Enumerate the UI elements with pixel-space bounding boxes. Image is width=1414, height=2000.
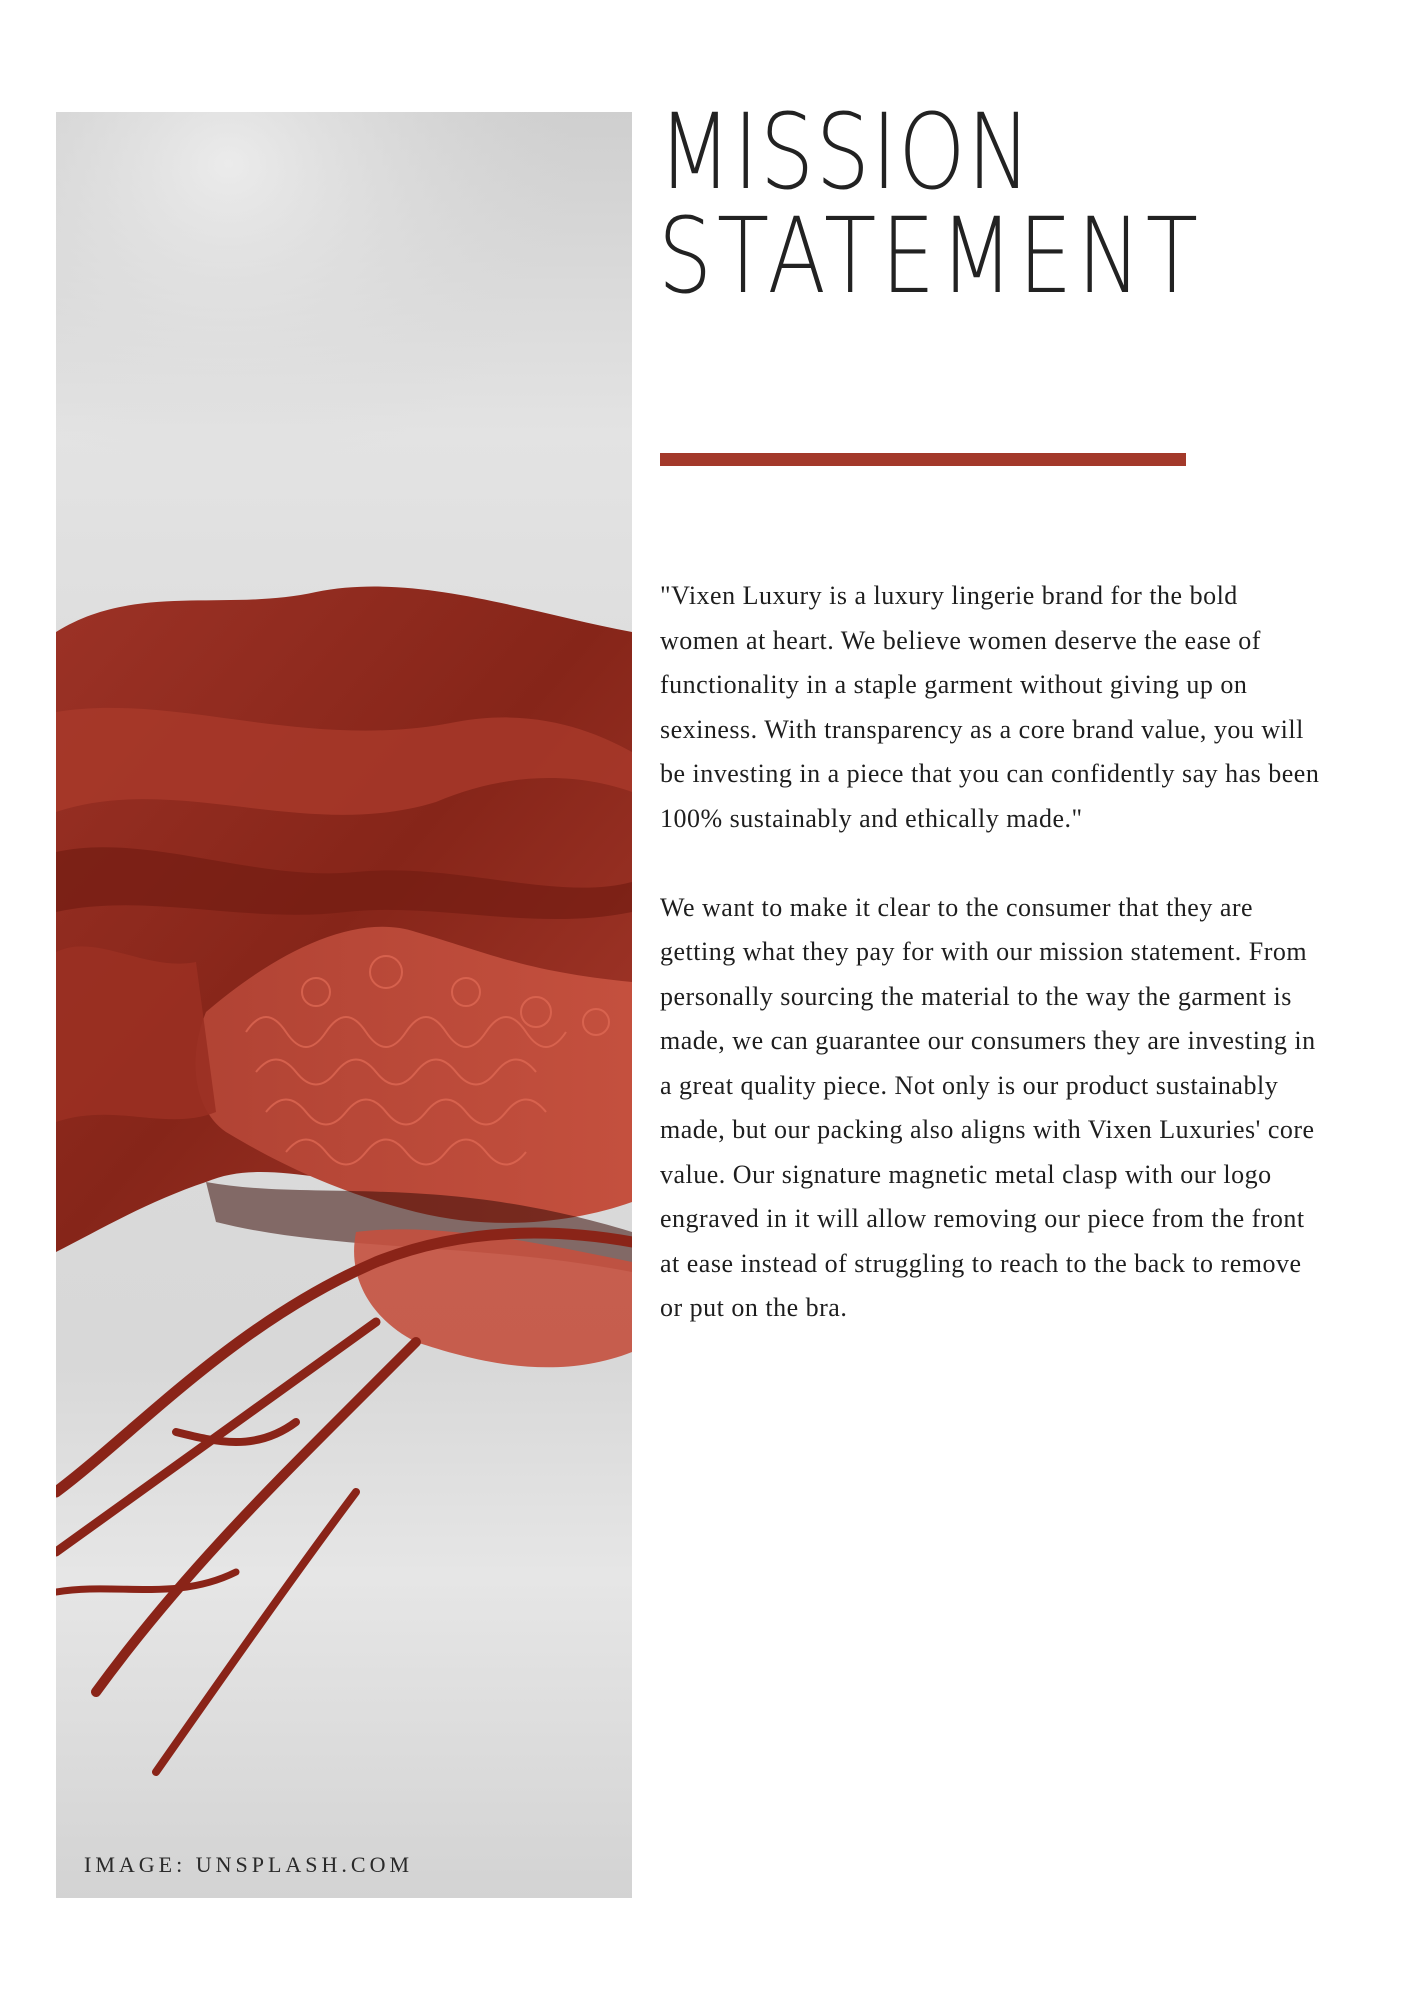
title-line-2: STATEMENT bbox=[658, 195, 1203, 317]
mission-body bbox=[660, 574, 1320, 1331]
photo-credit: IMAGE: UNSPLASH.COM bbox=[84, 1852, 414, 1877]
title-line-1: MISSION bbox=[658, 91, 1033, 213]
lingerie-illustration bbox=[56, 112, 632, 1898]
mission-quote-paragraph: "Vixen Luxury is a luxury lingerie brand for the bold women at heart. We believe women deserve the ease of functionality in a staple garment without giving up on sexiness. With transparency as a core brand value, you will be investing in a piece that you can confidently say has been 100% sustainably and ethically made." bbox=[660, 581, 1320, 833]
lace-left bbox=[56, 946, 216, 1122]
page-title bbox=[658, 91, 1398, 317]
hero-photo bbox=[56, 112, 632, 1898]
accent-divider bbox=[660, 453, 1186, 466]
background-blur bbox=[56, 112, 632, 632]
mission-detail-paragraph: We want to make it clear to the consumer that they are getting what they pay for with our mission statement. From personally sourcing the material to the way the garment is made, we can guarantee our consumers they are investing in a great quality piece. Not only is our product sustainably made, but our packing also aligns with Vixen Luxuries' core value. Our signature magnetic metal clasp with our logo engraved in it will allow removing our piece from the front at ease instead of struggling to reach to the back to remove or put on the bra. bbox=[660, 892, 1316, 1322]
